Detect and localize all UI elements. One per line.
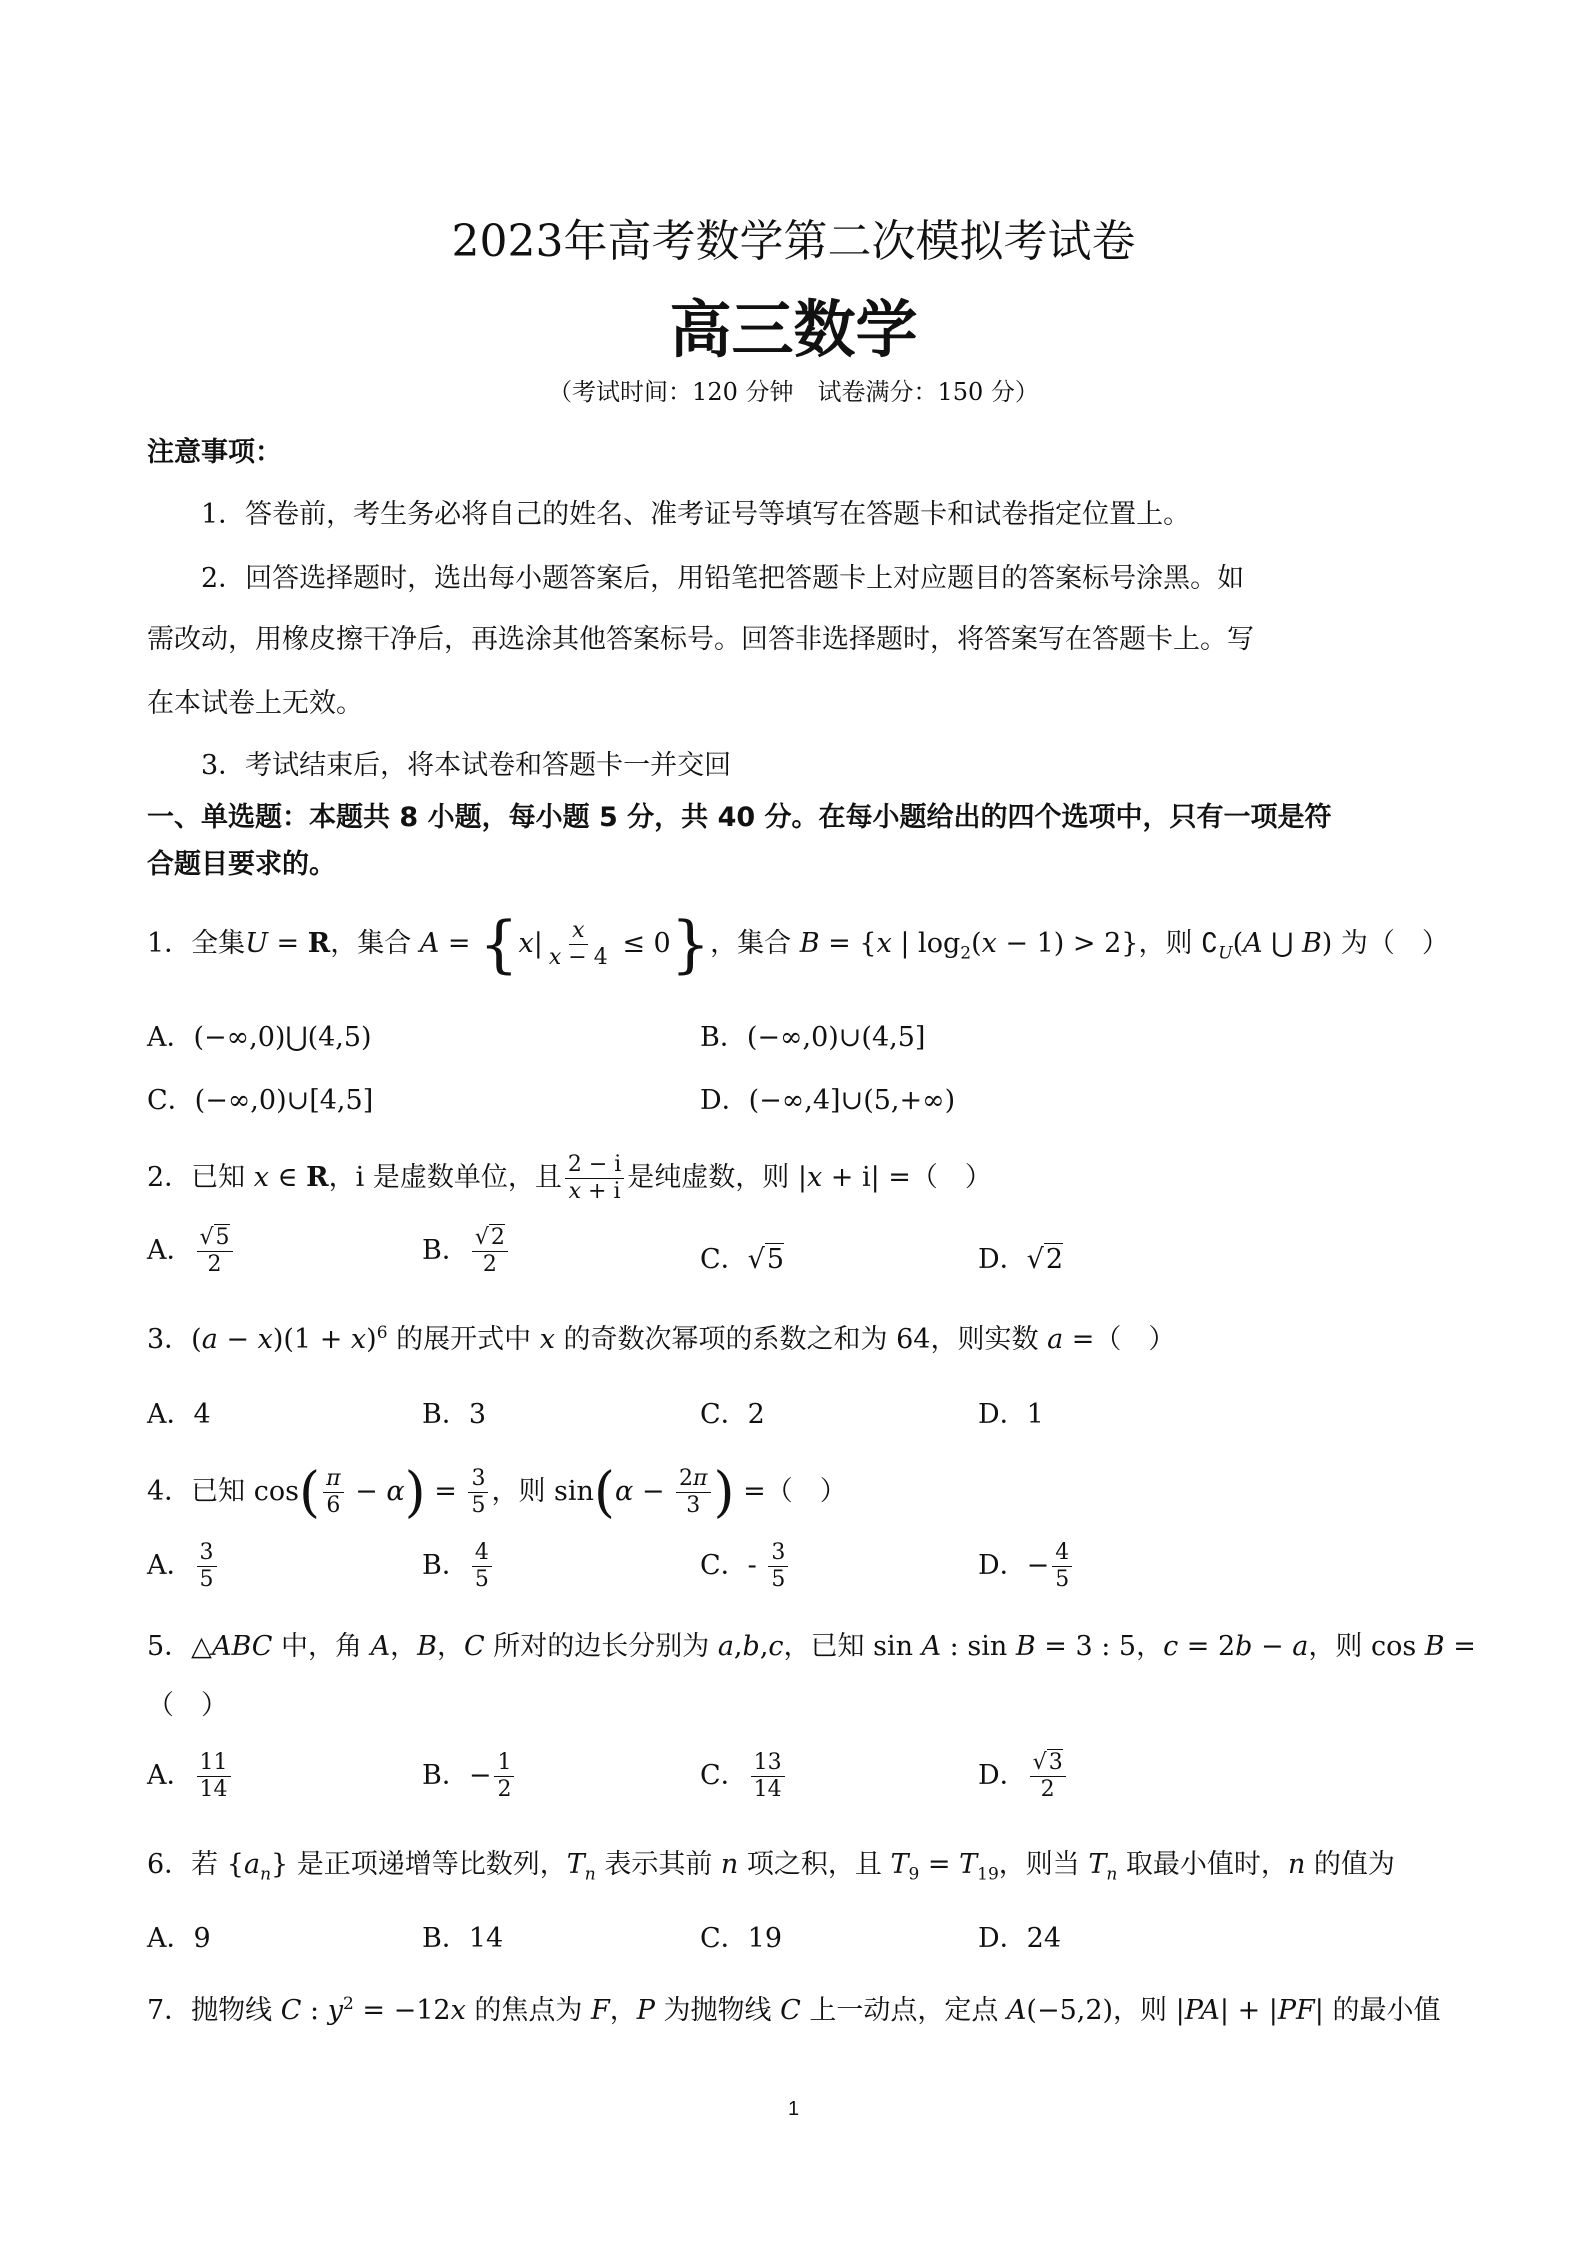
q6-option-c: C．19	[700, 1923, 783, 1954]
question-4: 4．已知 cos( $\frac{\pi}{6}$ − α) = $\frac{3}{5}$ ，则 sin(α − $\frac{2\pi}{3}$ ) =（ ）	[147, 1460, 847, 1524]
q3-option-a: A．4	[147, 1399, 211, 1430]
question-7: 7．抛物线 C : $y^2 = -12x$ 的焦点为 F，P 为抛物线 C 上一动点，定点 A(−5,2)，则 |PA| + |PF| 的最小值	[147, 1994, 1441, 2026]
q4-option-c: C．- $\frac{3}{5}$	[700, 1540, 791, 1593]
q6-option-a: A．9	[147, 1923, 211, 1954]
exam-subtitle: 高三数学	[669, 293, 918, 366]
question-1: 1．全集U = R，集合 A = {x| $\frac{x}{x - 4}$ ≤ 0}，集合 B = {x | $\log_2(x - 1) > 2$}，则 $∁_U(A$ ⋃ B) 为（ ）	[147, 907, 1449, 981]
q4-option-d: D．− $\frac{4}{5}$	[978, 1540, 1075, 1593]
q4-option-a: A． $\frac{3}{5}$	[147, 1540, 220, 1593]
q5-option-a-label: A．	[147, 1760, 194, 1791]
q2-option-b-label: B．	[422, 1235, 469, 1266]
question-3: 3．$(a - x)(1 + x)^6$ 的展开式中 x 的奇数次幂项的系数之和为 64，则实数 a =（ ）	[147, 1323, 1176, 1355]
question-6: 6．若 $\{a_n\}$ 是正项递增等比数列，$T_n$ 表示其前 n 项之积，且 $T_9 = T_{19}$，则当 $T_n$ 取最小值时，n 的值为	[147, 1849, 1395, 1885]
q5-option-d: D． $\frac{√3}{2}$	[978, 1750, 1069, 1803]
notice-item-2-line3: 在本试卷上无效。	[147, 688, 363, 719]
q6-option-d: D．24	[978, 1923, 1062, 1954]
q2-option-a: A． $\frac{√5}{2}$	[147, 1225, 236, 1278]
q1-option-a: A．(−∞,0)⋃(4,5)	[147, 1022, 372, 1053]
q2-option-c-label: C．	[700, 1244, 748, 1275]
q2-option-a-label: A．	[147, 1235, 194, 1266]
q5-paren: （ ）	[147, 1690, 228, 1721]
exam-title: 2023年高考数学第二次模拟考试卷	[451, 216, 1136, 267]
q3-option-d: D．1	[978, 1399, 1044, 1430]
notice-item-2-line1: 2．回答选择题时，选出每小题答案后，用铅笔把答题卡上对应题目的答案标号涂黑。如	[201, 563, 1245, 594]
q5-option-d-label: D．	[978, 1760, 1027, 1791]
q5-option-c: C． $\frac{13}{14}$	[700, 1750, 788, 1803]
q3-option-b: B．3	[422, 1399, 487, 1430]
q2-option-d: D．√2	[978, 1244, 1064, 1275]
q1-option-c: C．(−∞,0)∪[4,5]	[147, 1085, 374, 1116]
section-heading-line1: 一、单选题：本题共 8 小题，每小题 5 分，共 40 分。在每小题给出的四个选项中，只有一项是符	[147, 802, 1332, 833]
section-heading-line2: 合题目要求的。	[147, 849, 336, 880]
notice-item-3: 3．考试结束后，将本试卷和答题卡一并交回	[201, 750, 732, 781]
notice-heading: 注意事项：	[147, 437, 282, 468]
q2-option-d-label: D．	[978, 1244, 1027, 1275]
q5-option-a: A． $\frac{11}{14}$	[147, 1750, 234, 1803]
q5-option-c-label: C．	[700, 1760, 748, 1791]
q3-option-c: C．2	[700, 1399, 765, 1430]
q6-option-b: B．14	[422, 1923, 504, 1954]
q5-option-b: B．− $\frac{1}{2}$	[422, 1750, 517, 1803]
notice-item-1: 1．答卷前，考生务必将自己的姓名、准考证号等填写在答题卡和试卷指定位置上。	[201, 499, 1191, 530]
q5-option-b-label: B．	[422, 1760, 469, 1791]
exam-info: （考试时间：120 分钟 试卷满分：150 分）	[548, 378, 1039, 406]
question-5: 5．△ABC 中，角 A，B，C 所对的边长分别为 a,b,c，已知 sin A : sin B = 3 : 5，c = 2b − a，则 cos B =	[147, 1631, 1476, 1662]
page-number: 1	[787, 2098, 800, 2120]
q4-option-b: B． $\frac{4}{5}$	[422, 1540, 495, 1593]
q2-option-c: C．√5	[700, 1244, 785, 1275]
q2-option-b: B． $\frac{√2}{2}$	[422, 1225, 511, 1278]
q1-option-b: B．(−∞,0)∪(4,5]	[700, 1022, 926, 1053]
question-2: 2．已知 x ∈ R，i 是虚数单位，且 $\frac{2 - i}{x + i}$ 是纯虚数，则 |x + i| =（ ）	[147, 1152, 992, 1204]
q1-option-d: D．(−∞,4]∪(5,+∞)	[700, 1085, 956, 1116]
notice-item-2-line2: 需改动，用橡皮擦干净后，再选涂其他答案标号。回答非选择题时，将答案写在答题卡上。写	[147, 624, 1254, 655]
q3-text: 的奇数次幂项的系数之和为 64，则实数	[563, 1324, 1039, 1355]
